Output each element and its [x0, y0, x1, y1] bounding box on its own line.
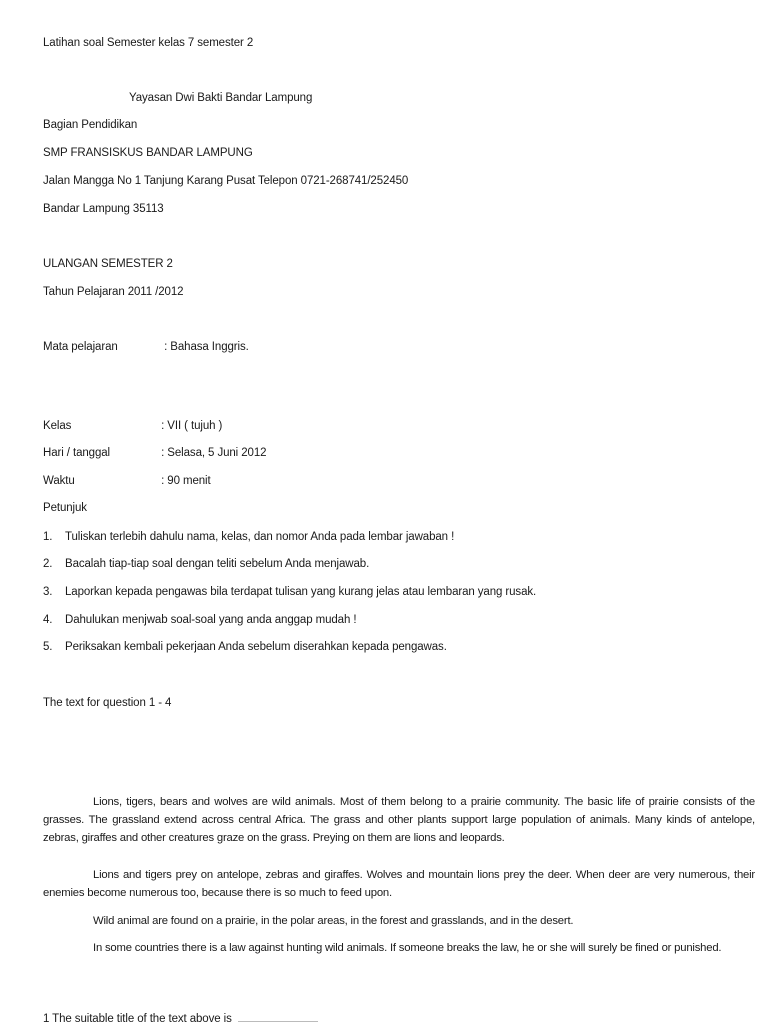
instruction-item: 3. Laporkan kepada pengawas bila terdapat tulisan yang kurang jelas atau lembaran yang rusak. — [43, 586, 537, 598]
time-row — [43, 475, 211, 487]
reading-paragraph: In some countries there is a law against hunting wild animals. If someone breaks the law, he or she will surely be fined or punished. — [93, 942, 722, 954]
school-name: SMP FRANSISKUS BANDAR LAMPUNG — [43, 147, 253, 159]
instruction-item: 1. Tuliskan terlebih dahulu nama, kelas, dan nomor Anda pada lembar jawaban ! — [43, 531, 455, 543]
date-value: : Selasa, 5 Juni 2012 — [161, 447, 267, 459]
class-value: : VII ( tujuh ) — [161, 420, 223, 432]
subject-row — [43, 341, 249, 353]
reading-paragraph: Lions and tigers prey on antelope, zebras and giraffes. Wolves and mountain lions prey the deer. When deer are very numerous, their enemies become numerous too, because there is so much to feed upon. — [43, 869, 755, 899]
date-row — [43, 447, 266, 459]
time-label: Waktu — [43, 475, 75, 487]
foundation-name: Yayasan Dwi Bakti Bandar Lampung — [129, 92, 313, 104]
subject-label: Mata pelajaran — [43, 341, 118, 353]
academic-year: Tahun Pelajaran 2011 /2012 — [43, 286, 184, 298]
subject-value: : Bahasa Inggris. — [164, 341, 249, 353]
instruction-item: 4. Dahulukan menjwab soal-soal yang anda anggap mudah ! — [43, 614, 357, 626]
answer-blank — [238, 1021, 318, 1022]
instruction-item: 5. Periksakan kembali pekerjaan Anda sebelum diserahkan kepada pengawas. — [43, 641, 447, 653]
reading-paragraph: Wild animal are found on a prairie, in the polar areas, in the forest and grasslands, and in the desert. — [93, 915, 574, 927]
class-row — [43, 420, 222, 432]
reading-paragraph: Lions, tigers, bears and wolves are wild animals. Most of them belong to a prairie community. The basic life of prairie consists of the grasses. The grassland extend across central Africa. The grass and other plants support large population of animals. Many kinds of antelope, zebras, giraffes and other creatures graze on the grass. Preying on them are lions and leopards. — [43, 796, 755, 844]
instruction-item: 2. Bacalah tiap-tiap soal dengan teliti sebelum Anda menjawab. — [43, 558, 370, 570]
time-value: : 90 menit — [161, 475, 211, 487]
question-1: 1 The suitable title of the text above is — [43, 1013, 318, 1025]
school-city: Bandar Lampung 35113 — [43, 203, 164, 215]
top-title: Latihan soal Semester kelas 7 semester 2 — [43, 37, 254, 49]
exam-title: ULANGAN SEMESTER 2 — [43, 258, 173, 270]
instructions-heading: Petunjuk — [43, 502, 87, 514]
class-label: Kelas — [43, 420, 72, 432]
school-address: Jalan Mangga No 1 Tanjung Karang Pusat Telepon 0721-268741/252450 — [43, 175, 409, 187]
reading-intro: The text for question 1 - 4 — [43, 697, 172, 709]
department-name: Bagian Pendidikan — [43, 119, 138, 131]
date-label: Hari / tanggal — [43, 447, 110, 459]
